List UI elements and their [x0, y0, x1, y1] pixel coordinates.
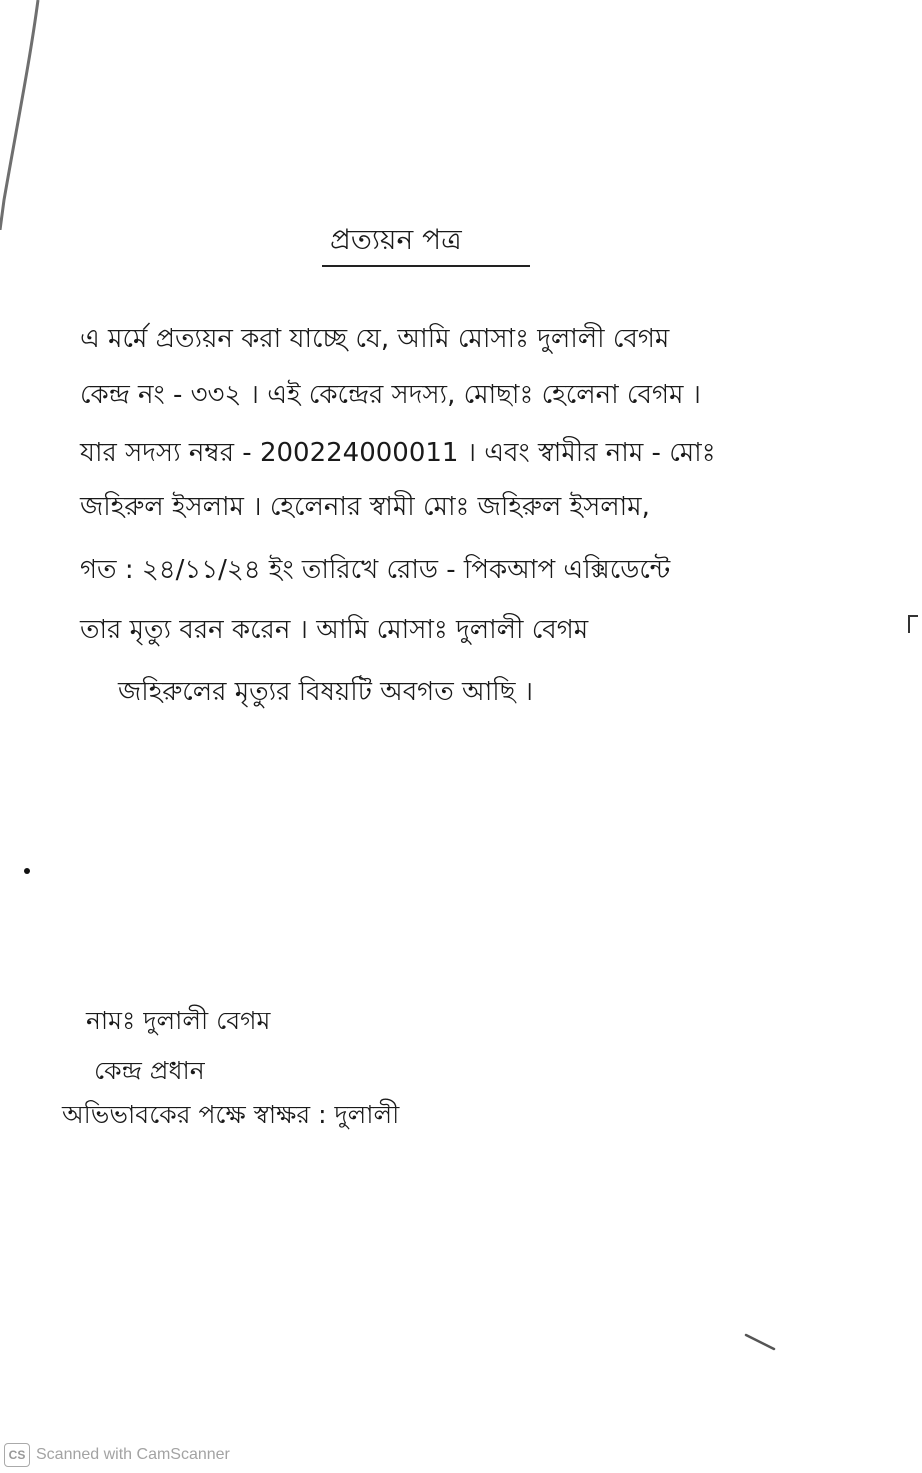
stray-dot [24, 868, 30, 874]
margin-mark [908, 615, 918, 633]
camscanner-logo-icon: CS [4, 1443, 30, 1467]
watermark-text: Scanned with CamScanner [36, 1446, 230, 1463]
title-underline [322, 265, 530, 267]
body-line-3: যার সদস্য নম্বর - 200224000011 । এবং স্বামীর নাম - মোঃ [80, 438, 716, 468]
body-line-2: কেন্দ্র নং - ৩৩২ । এই কেন্দ্রের সদস্য, মোছাঃ হেলেনা বেগম । [80, 380, 701, 410]
body-line-1: এ মর্মে প্রত্যয়ন করা যাচ্ছে যে, আমি মোসাঃ দুলালী বেগম [80, 324, 670, 354]
camscanner-watermark [4, 1442, 230, 1468]
body-line-4: জহিরুল ইসলাম । হেলেনার স্বামী মোঃ জহিরুল ইসলাম, [80, 492, 650, 522]
body-line-5: গত : ২৪/১১/২৪ ইং তারিখে রোড - পিকআপ এক্সিডেন্টে [80, 555, 671, 585]
stray-pen-stroke [744, 1333, 780, 1353]
body-line-7: জহিরুলের মৃত্যুর বিষয়টি অবগত আছি । [118, 677, 534, 707]
guardian-signature: অভিভাবকের পক্ষে স্বাক্ষর : দুলালী [62, 1100, 400, 1129]
scanned-page-edge [0, 0, 40, 230]
document-title: প্রত্যয়ন পত্র [330, 223, 462, 256]
body-line-6: তার মৃত্যু বরন করেন । আমি মোসাঃ দুলালী বেগম [80, 615, 589, 645]
signature-role: কেন্দ্র প্রধান [94, 1056, 205, 1085]
signature-name: নামঃ দুলালী বেগম [86, 1006, 271, 1035]
